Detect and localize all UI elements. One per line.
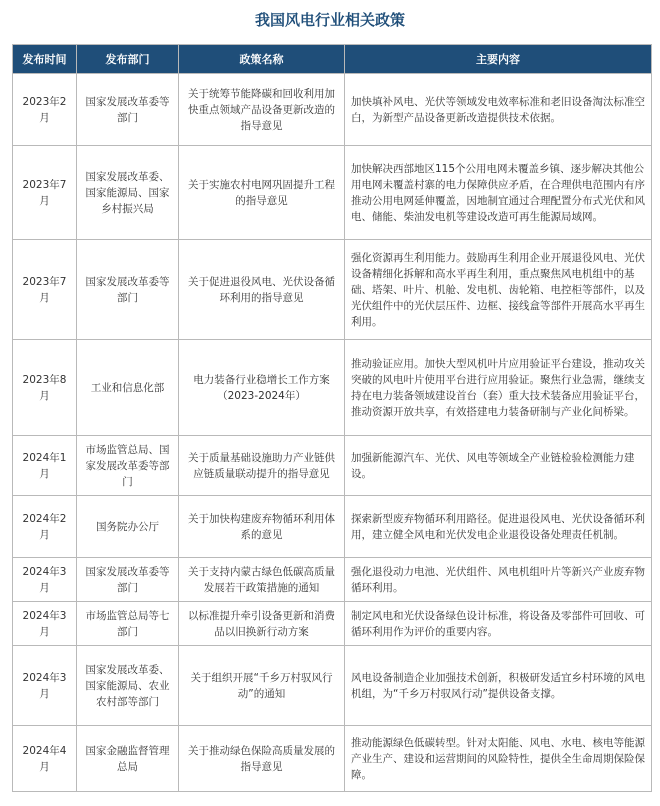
cell-content: 制定风电和光伏设备绿色设计标准，将设备及零部件可回收、可循环利用作为评价的重要内容。 <box>345 602 652 646</box>
cell-dept: 市场监管总局、国家发展改革委等部门 <box>77 436 179 496</box>
cell-content: 推动验证应用。加快大型风机叶片应用验证平台建设，推动攻关突破的风电叶片使用平台进行应用验证。聚焦行业急需，继续支持在电力装备领域建设首台（套）重大技术装备应用验证平台，推动资源开放共享，有效搭建电力装备研制与产业化间桥梁。 <box>345 340 652 436</box>
cell-date: 2023年8月 <box>13 340 77 436</box>
table-row <box>13 340 652 436</box>
table-header-row <box>13 45 652 74</box>
cell-content: 推动能源绿色低碳转型。针对太阳能、风电、水电、核电等能源产业生产、建设和运营期间的风险特性，提供全生命周期保险保障。 <box>345 726 652 792</box>
cell-date: 2023年7月 <box>13 146 77 240</box>
cell-name: 关于组织开展“千乡万村驭风行动”的通知 <box>179 646 345 726</box>
cell-dept: 国家发展改革委等部门 <box>77 558 179 602</box>
table-row <box>13 436 652 496</box>
cell-date: 2024年3月 <box>13 646 77 726</box>
cell-dept: 国家发展改革委、国家能源局、农业农村部等部门 <box>77 646 179 726</box>
cell-dept: 市场监管总局等七部门 <box>77 602 179 646</box>
cell-dept: 国家发展改革委、国家能源局、国家乡村振兴局 <box>77 146 179 240</box>
cell-content: 探索新型废弃物循环利用路径。促进退役风电、光伏设备循环利用，建立健全风电和光伏发电企业退役设备处理责任机制。 <box>345 496 652 558</box>
cell-date: 2024年1月 <box>13 436 77 496</box>
column-header-content: 主要内容 <box>345 45 652 74</box>
cell-name: 关于质量基础设施助力产业链供应链质量联动提升的指导意见 <box>179 436 345 496</box>
cell-content: 强化资源再生利用能力。鼓励再生利用企业开展退役风电、光伏设备精细化拆解和高水平再生利用，重点聚焦风电机组中的基础、塔架、叶片、机舱、发电机、齿轮箱、电控柜等部件，以及光伏组件中的光伏层压件、边框、接线盒等部件开展高水平再生利用。 <box>345 240 652 340</box>
policy-table <box>12 44 652 792</box>
cell-name: 关于促进退役风电、光伏设备循环利用的指导意见 <box>179 240 345 340</box>
table-row <box>13 602 652 646</box>
column-header-dept: 发布部门 <box>77 45 179 74</box>
cell-name: 关于支持内蒙古绿色低碳高质量发展若干政策措施的通知 <box>179 558 345 602</box>
cell-dept: 国家发展改革委等部门 <box>77 240 179 340</box>
column-header-date: 发布时间 <box>13 45 77 74</box>
page-title: 我国风电行业相关政策 <box>254 11 405 29</box>
table-row <box>13 558 652 602</box>
cell-name: 以标准提升牵引设备更新和消费品以旧换新行动方案 <box>179 602 345 646</box>
cell-dept: 国家金融监督管理总局 <box>77 726 179 792</box>
cell-name: 关于加快构建废弃物循环利用体系的意见 <box>179 496 345 558</box>
table-row <box>13 646 652 726</box>
cell-date: 2024年4月 <box>13 726 77 792</box>
cell-date: 2023年2月 <box>13 74 77 146</box>
table-row <box>13 496 652 558</box>
cell-content: 风电设备制造企业加强技术创新，积极研发适宜乡村环境的风电机组，为“千乡万村驭风行动”提供设备支撑。 <box>345 646 652 726</box>
cell-content: 加快解决西部地区115个公用电网未覆盖乡镇、逐步解决其他公用电网未覆盖村寨的电力保障供应矛盾，在合理供电范围内有序推动公用电网延伸覆盖，因地制宜通过合理配置分布式光伏和风电、储能、柴油发电机等建设改造可再生能源局域网。 <box>345 146 652 240</box>
cell-dept: 工业和信息化部 <box>77 340 179 436</box>
table-row <box>13 74 652 146</box>
cell-dept: 国务院办公厅 <box>77 496 179 558</box>
cell-name: 关于统筹节能降碳和回收利用加快重点领域产品设备更新改造的指导意见 <box>179 74 345 146</box>
cell-content: 加快填补风电、光伏等领域发电效率标准和老旧设备淘汰标准空白，为新型产品设备更新改造提供技术依据。 <box>345 74 652 146</box>
table-row <box>13 726 652 792</box>
cell-date: 2024年3月 <box>13 602 77 646</box>
table-row <box>13 240 652 340</box>
column-header-name: 政策名称 <box>179 45 345 74</box>
cell-name: 关于实施农村电网巩固提升工程的指导意见 <box>179 146 345 240</box>
cell-name: 电力装备行业稳增长工作方案（2023-2024年） <box>179 340 345 436</box>
cell-date: 2024年2月 <box>13 496 77 558</box>
cell-content: 加强新能源汽车、光伏、风电等领域全产业链检验检测能力建设。 <box>345 436 652 496</box>
cell-date: 2024年3月 <box>13 558 77 602</box>
cell-content: 强化退役动力电池、光伏组件、风电机组叶片等新兴产业废弃物循环利用。 <box>345 558 652 602</box>
table-row <box>13 146 652 240</box>
cell-name: 关于推动绿色保险高质量发展的指导意见 <box>179 726 345 792</box>
cell-date: 2023年7月 <box>13 240 77 340</box>
cell-dept: 国家发展改革委等部门 <box>77 74 179 146</box>
